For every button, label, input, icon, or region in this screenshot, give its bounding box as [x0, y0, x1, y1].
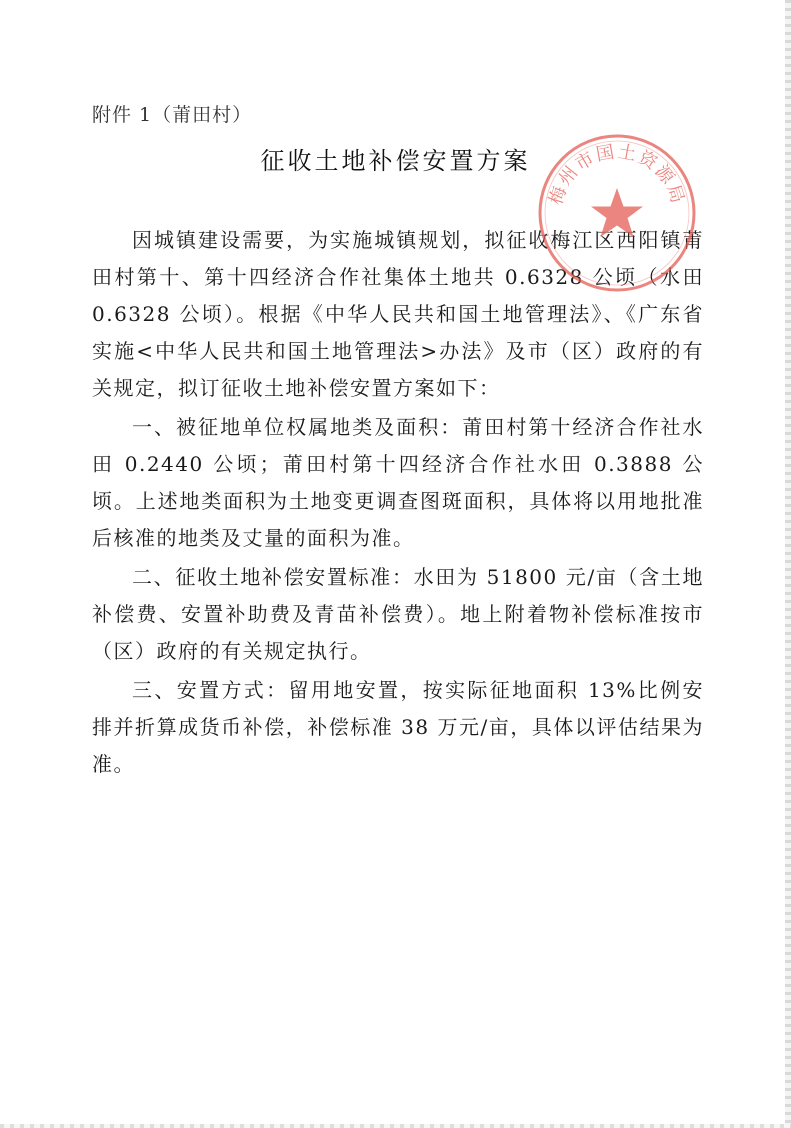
document-title: 征收土地补偿安置方案	[260, 147, 531, 175]
intro-paragraph: 因城镇建设需要，为实施城镇规划，拟征收梅江区西阳镇莆田村第十、第十四经济合作社集体土地共 0.6328 公顷（水田 0.6328 公顷）。根据《中华人民共和国土地管理法》、《广东省实施<中华人民共和国土地管理法>办法》及市（区）政府的有关规定，拟订征收土地补偿安置方案如下：	[92, 228, 704, 400]
scan-edge-bottom	[0, 1124, 791, 1128]
official-seal	[536, 132, 698, 294]
seal-star-icon	[591, 188, 643, 237]
section-3-paragraph: 三、安置方式：留用地安置，按实际征地面积 13%比例安排并折算成货币补偿，补偿标准 38 万元/亩，具体以评估结果为准。	[92, 678, 704, 776]
document-body	[92, 222, 704, 785]
seal-icon	[536, 132, 698, 294]
scan-edge-right	[785, 0, 791, 1128]
section-2-paragraph: 二、征收土地补偿安置标准：水田为 51800 元/亩（含土地补偿费、安置补助费及青苗补偿费）。地上附着物补偿标准按市（区）政府的有关规定执行。	[92, 565, 704, 663]
svg-text:梅州市国土资源局: 梅州市国土资源局	[545, 141, 689, 208]
section-1-paragraph: 一、被征地单位权属地类及面积：莆田村第十经济合作社水田 0.2440 公顷；莆田村第十四经济合作社水田 0.3888 公顷。上述地类面积为土地变更调查图斑面积，具体将以用地批准后核准的地类及丈量的面积为准。	[92, 415, 704, 550]
attachment-label: 附件 1（莆田村）	[92, 104, 253, 126]
